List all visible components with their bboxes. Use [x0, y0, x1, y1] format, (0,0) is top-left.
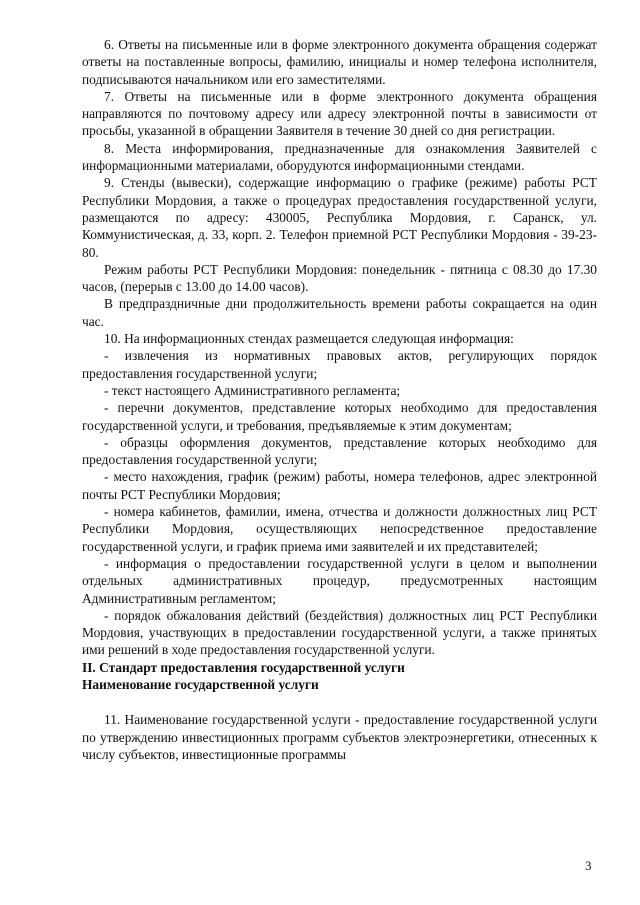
section-heading: II. Стандарт предоставления государственной услуги	[82, 659, 405, 675]
paragraph-9: 9. Стенды (вывески), содержащие информацию о графике (режиме) работы РСТ Республики Мордовия, а также о процедурах предоставления государственной услуги, размещаются по адресу: 430005, Республика Мордовия, г. Саранск, ул. Коммунистическая, д. 33, корп. 2. Телефон приемной РСТ Республики Мордовия - 39-23-80.	[82, 175, 597, 260]
list-item: - извлечения из нормативных правовых актов, регулирующих порядок предоставления государственной услуги;	[82, 348, 597, 381]
paragraph-8: 8. Места информирования, предназначенные для ознакомления Заявителей с информационными материалами, оборудуются информационными стендами.	[82, 140, 597, 174]
paragraph-7: 7. Ответы на письменные или в форме электронного документа обращения направляются по почтовому адресу или адресу электронной почты в зависимости от просьбы, указанной в обращении Заявителя в течение 30 дней со дня регистрации.	[82, 88, 597, 139]
document-body	[82, 36, 597, 763]
list-item: - текст настоящего Административного регламента;	[104, 382, 401, 398]
list-item: - информация о предоставлении государственной услуги в целом и выполнении отдельных административных процедур, предусмотренных настоящим Административным регламентом;	[82, 555, 597, 606]
paragraph-work-hours: Режим работы РСТ Республики Мордовия: понедельник - пятница с 08.30 до 17.30 часов, (перерыв с 13.00 до 14.00 часов).	[82, 261, 597, 295]
list-item: - номера кабинетов, фамилии, имена, отчества и должности должностных лиц РСТ Республики Мордовия, осуществляющих непосредственное предоставление государственной услуги, и график приема ими заявителей и их представителей;	[82, 504, 597, 554]
list-item: - порядок обжалования действий (бездействия) должностных лиц РСТ Республики Мордовия, участвующих в предоставлении государственной услуги, а также принятых ими решений в ходе предоставления государственной услуги.	[82, 607, 597, 658]
list-item: - перечни документов, представление которых необходимо для предоставления государственной услуги, и требования, предъявляемые к этим документам;	[82, 400, 597, 433]
subsection-heading: Наименование государственной услуги	[82, 676, 319, 692]
paragraph-10: 10. На информационных стендах размещается следующая информация:	[104, 331, 514, 347]
page-number: 3	[585, 858, 592, 873]
list-item: - место нахождения, график (режим) работы, номера телефонов, адрес электронной почты РСТ Республики Мордовия;	[82, 469, 597, 502]
paragraph-holiday-hours: В предпраздничные дни продолжительность времени работы сокращается на один час.	[82, 296, 597, 329]
paragraph-6: 6. Ответы на письменные или в форме электронного документа обращения содержат ответы на поставленные вопросы, фамилию, инициалы и номер телефона исполнителя, подписываются начальником или его заместителями.	[82, 37, 597, 87]
paragraph-11: 11. Наименование государственной услуги - предоставление государственной услуги по утверждению инвестиционных программ субъектов электроэнергетики, отнесенных к числу субъектов, инвестиционные программы	[82, 712, 597, 762]
list-item: - образцы оформления документов, представление которых необходимо для предоставления государственной услуги;	[82, 434, 597, 468]
